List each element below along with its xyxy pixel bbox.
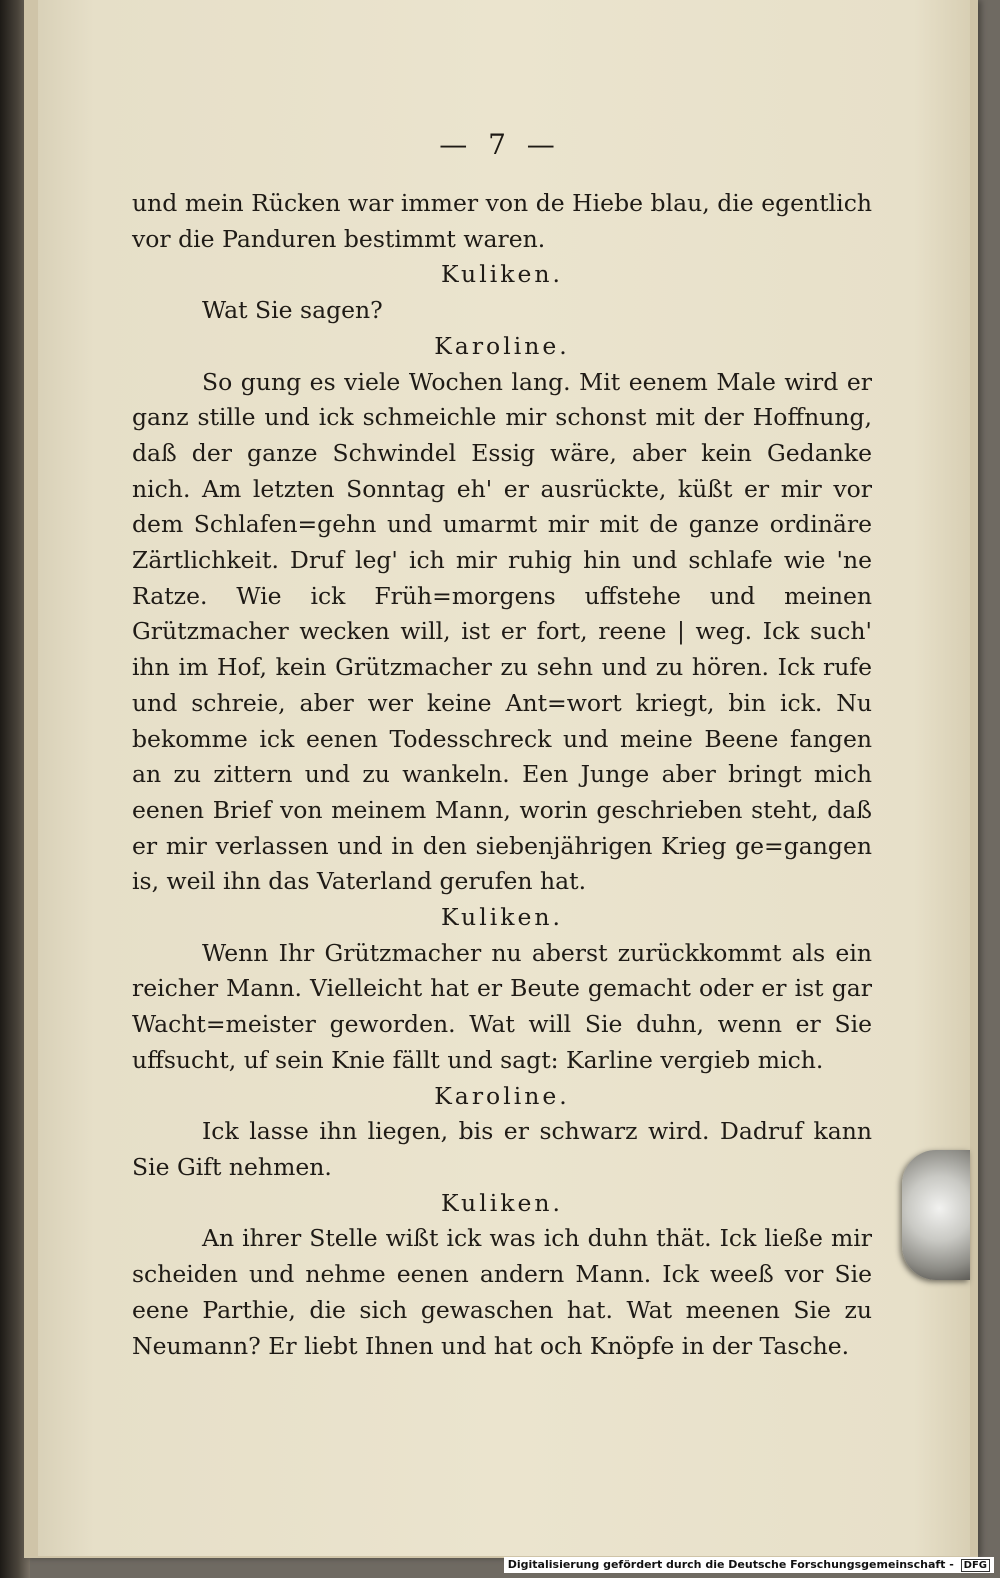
paragraph: An ihrer Stelle wißt ick was ich duhn thät. Ick ließe mir scheiden und nehme eenen andern Mann. Ick weeß vor Sie eene Parthie, die sich gewaschen hat. Wat meenen Sie zu Neumann? Er liebt Ihnen und hat och Knöpfe in der Tasche. [132,1224,872,1360]
speaker-name: Kuliken. [441,903,563,932]
paragraph: Wenn Ihr Grützmacher nu aberst zurückkommt als ein reicher Mann. Vielleicht hat er Beute gemacht oder er ist gar Wacht=meister geworden. Wat will Sie duhn, wenn er Sie uffsucht, uf sein Knie fällt und sagt: Karline vergieb mich. [132,938,872,1074]
page-clip [902,1150,970,1280]
digitization-credit [504,1557,994,1573]
paragraph: und mein Rücken war immer von de Hiebe blau, die egentlich vor die Panduren bestimmt waren. [132,189,872,253]
speaker-name: Kuliken. [441,1188,563,1217]
body-text [132,186,872,1364]
speaker-name: Karoline. [434,1081,570,1110]
page-number: — 7 — [439,128,561,161]
speaker-name: Kuliken. [441,260,563,289]
paragraph: Ick lasse ihn liegen, bis er schwarz wird. Dadruf kann Sie Gift nehmen. [132,1117,872,1181]
paragraph: Wat Sie sagen? [202,296,383,325]
dfg-logo: DFG [961,1559,990,1572]
credit-text: Digitalisierung gefördert durch die Deutsche Forschungsgemeinschaft - [507,1558,954,1571]
paragraph: So gung es viele Wochen lang. Mit eenem Male wird er ganz stille und ick schmeichle mir schonst mit der Hoffnung, daß der ganze Schwindel Essig wäre, aber kein Gedanke nich. Am letzten Sonntag eh' er ausrückte, küßt er mir vor dem Schlafen=gehn und umarmt mir mit de ganze ordinäre Zärtlichkeit. Druf leg' ich mir ruhig hin und schlafe wie 'ne Ratze. Wie ick Früh=morgens uffstehe und meinen Grützmacher wecken will, ist er fort, reene | weg. Ick such' ihn im Hof, kein Grützmacher zu sehn und zu hören. Ick rufe und schreie, aber wer keine Ant=wort kriegt, bin ick. Nu bekomme ick eenen Todesschreck und meine Beene fangen an zu zittern und zu wankeln. Een Junge aber bringt mich eenen Brief von meinem Mann, worin geschrieben steht, daß er mir verlassen und in den siebenjährigen Krieg ge=gangen is, weil ihn das Vaterland gerufen hat. [132,367,872,896]
speaker-name: Karoline. [434,331,570,360]
